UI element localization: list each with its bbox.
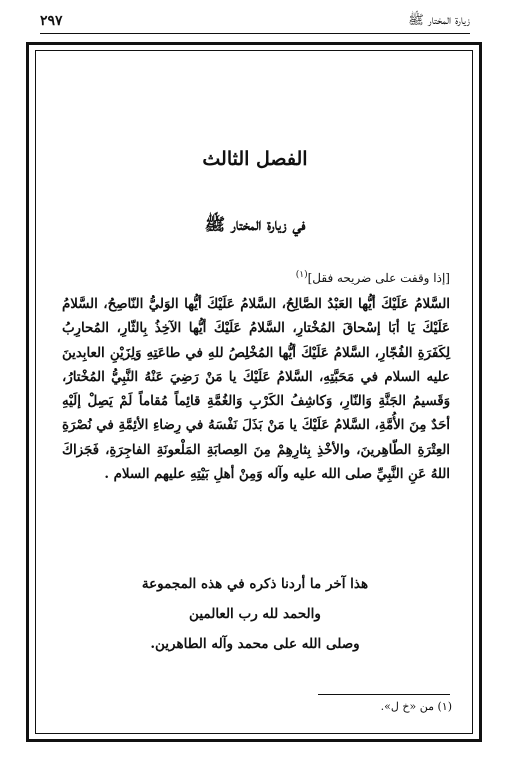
header-rule — [40, 33, 470, 34]
footnote-marker: (١) — [295, 270, 308, 280]
closing-line-1: هذا آخر ما أردنا ذكره في هذه المجموعة — [141, 576, 369, 592]
closing-line-2: والحمد لله رب العالمين — [189, 606, 321, 622]
ziyarah-text: السَّلامُ عَلَيْكَ أيُّها العَبْدُ الصَّالِحُ، السَّلامُ عَلَيْكَ أيُّها الوَليُّ النّاصِحُ، السَّلامُ عَلَيْكَ يَا أبَا إسْحاقَ المُخْتارِ، السَّلامُ عَلَيْكَ أيُّها الآخِذُ بِالثّارِ، المُحارِبُ لِكَفَرَةِ الفُجّارِ، السَّلامُ عَلَيْكَ أيُّها المُخْلِصُ للهِ في طاعَتِهِ وَلِزَيْنِ العابِدينَ عليه السلام في مَحَبَّتِهِ، السَّلامُ عَلَيْكَ يا مَنْ رَضِيَ عَنْهُ النَّبِيُّ المُخْتارُ، وَقَسيمُ الجَنَّةِ وَالنّارِ، وَكاشِفُ الكَرْبِ وَالغُمَّةِ قائِماً مُقاماً لَمْ يَصِلْ إلَيْهِ أحَدٌ مِنَ الأُمَّةِ، السَّلامُ عَلَيْكَ يا مَنْ بَذَلَ نَفْسَهُ في رِضاءِ الأئِمَّةِ في نُصْرَةِ العِتْرَةِ الطّاهِرينَ، والأخْذِ بِثارِهِمْ مِنَ العِصابَةِ المَلْعونَةِ الفاجِرَةِ، فَجَزاكَ اللهُ عَنِ النَّبِيِّ صلى الله عليه وآله وَمِنْ أهلِ بَيْتِهِ عليهم السلام . — [62, 297, 450, 483]
intro-text: [إذا وقفت على ضريحه فقل] — [307, 271, 450, 285]
footnote: (١) من «خ ل». — [380, 700, 452, 713]
page-number: ٢٩٧ — [40, 13, 63, 29]
closing-block — [40, 569, 470, 659]
running-title: زيارة المختار ﷺ — [408, 12, 470, 28]
running-header — [40, 8, 470, 34]
closing-line-3: وصلى الله على محمد وآله الطاهرين. — [150, 636, 360, 652]
chapter-title: الفصل الثالث — [202, 148, 308, 170]
intro-instruction — [60, 270, 450, 285]
footnote-rule — [318, 694, 450, 695]
chapter-subtitle: في زيارة المختار ﷺ — [204, 215, 306, 235]
